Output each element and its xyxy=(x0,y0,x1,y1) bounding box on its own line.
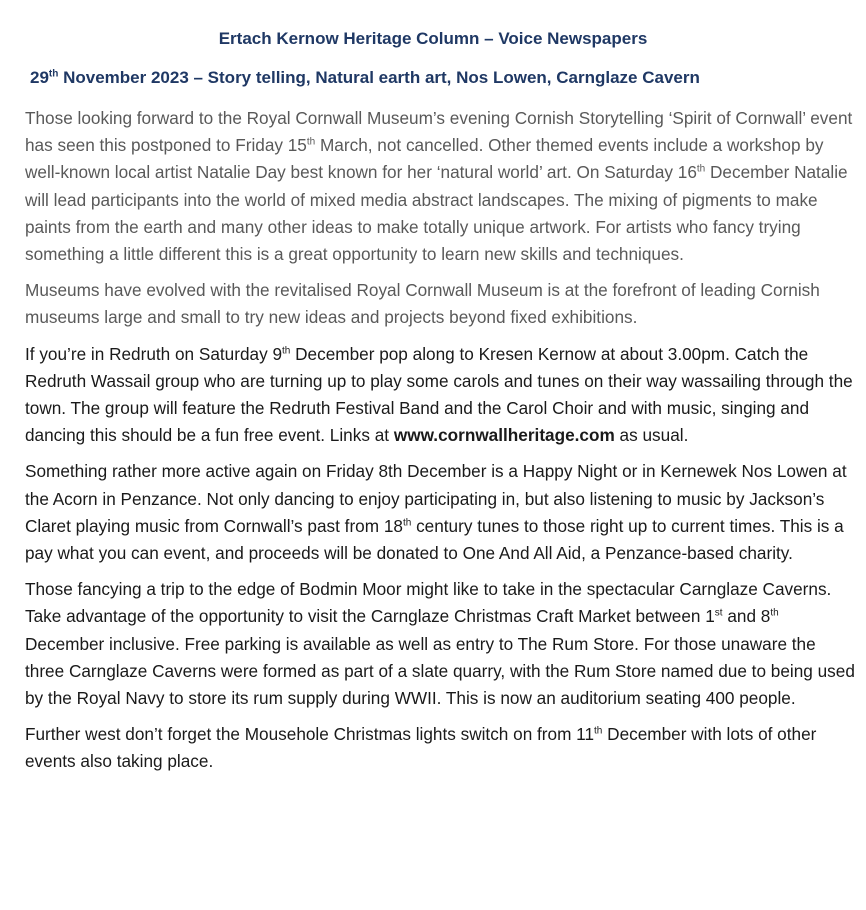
ordinal-suffix: th xyxy=(306,136,316,148)
text-run: Those fancying a trip to the edge of Bodmin Moor might like to take in the spectacular Carnglaze Caverns. Take advantage of the opportunity to visit the Carnglaze Christmas Craft Market between 1 xyxy=(25,579,832,627)
paragraph-mousehole xyxy=(25,721,855,775)
paragraph-museums: Museums have evolved with the revitalised Royal Cornwall Museum is at the forefront of leading Cornish museums large and small to try new ideas and projects beyond fixed exhibitions. xyxy=(25,280,820,328)
ordinal-suffix: th xyxy=(402,517,412,529)
text-run: and 8 xyxy=(722,606,771,627)
ordinal-suffix: th xyxy=(696,163,706,175)
ordinal-suffix: st xyxy=(714,607,723,619)
text-run: as usual. xyxy=(614,425,689,446)
paragraph-nos-lowen xyxy=(25,458,855,567)
text-run: Those looking forward to the Royal Cornwall Museum’s evening Cornish Storytelling ‘Spirit of Cornwall’ event has seen this postponed to Friday 15 xyxy=(25,108,853,156)
text-run: Something rather more active again on Friday 8th December is a Happy Night or in Kernewek Nos Lowen at the Acorn in Penzance. Not only dancing to enjoy participating in, but also listening to music by Jackson’s Claret playing music from Cornwall’s past from 18 xyxy=(25,461,847,536)
paragraph-redruth xyxy=(25,341,855,450)
text-run: If you’re in Redruth on Saturday 9 xyxy=(25,343,283,364)
text-run: March, not cancelled. Other themed events include a workshop by well-known local artist Natalie Day best known for her ‘natural world’ art. On Saturday 16 xyxy=(25,135,824,183)
paragraph-carnglaze xyxy=(25,576,855,712)
date-suffix: th xyxy=(48,68,59,80)
paragraph-storytelling xyxy=(25,105,855,268)
article-body xyxy=(25,105,855,785)
ordinal-suffix: th xyxy=(770,607,779,619)
text-run: December Natalie will lead participants into the world of mixed media abstract landscapes. The mixing of pigments to make paints from the earth and many other ideas to make totally unique artwork. For artists who fancy trying something a little different this is a great opportunity to learn new skills and techniques. xyxy=(25,162,848,265)
date-heading-rest: November 2023 – Story telling, Natural earth art, Nos Lowen, Carnglaze Cavern xyxy=(58,68,700,87)
date-day: 29 xyxy=(30,68,49,87)
text-run: December with lots of other events also taking place. xyxy=(25,724,817,772)
column-date-heading xyxy=(30,67,700,89)
text-run: century tunes to those right up to current times. This is a pay what you can event, and proceeds will be donated to One And All Aid, a Penzance-based charity. xyxy=(25,515,844,564)
ordinal-suffix: th xyxy=(282,344,291,356)
ordinal-suffix: th xyxy=(594,725,603,737)
column-title: Ertach Kernow Heritage Column – Voice Newspapers xyxy=(218,29,648,48)
text-run: December inclusive. Free parking is available as well as entry to The Rum Store. For those unaware the three Carnglaze Caverns were formed as part of a slate quarry, with the Rum Store named due to being used by the Royal Navy to store its rum supply during WWII. This is now an auditorium seating 400 people. xyxy=(25,633,855,709)
text-run: December pop along to Kresen Kernow at about 3.00pm. Catch the Redruth Wassail group who are turning up to play some carols and tunes on their way wassailing through the town. The group will feature the Redruth Festival Band and the Carol Choir and with music, singing and dancing this should be a fun free event. Links at xyxy=(25,343,853,446)
website-link[interactable]: www.cornwallheritage.com xyxy=(393,425,615,446)
text-run: Further west don’t forget the Mousehole Christmas lights switch on from 11 xyxy=(25,724,595,745)
